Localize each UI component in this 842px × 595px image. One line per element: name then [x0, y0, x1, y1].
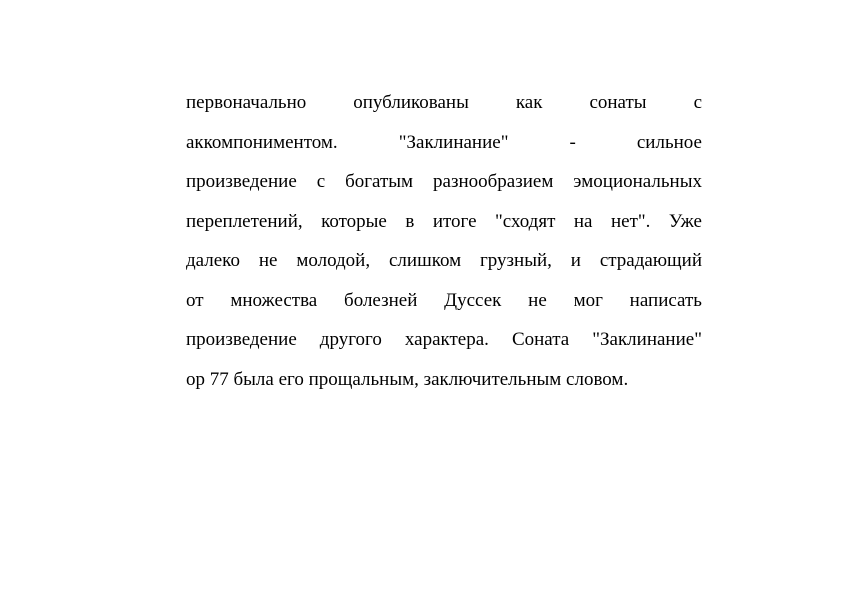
word: Дуссек: [444, 289, 502, 311]
body-paragraph: [186, 83, 702, 399]
word: с: [316, 171, 326, 192]
word: грузный,: [480, 250, 552, 271]
word: и: [570, 250, 581, 271]
text-line: [186, 241, 702, 281]
word: молодой,: [296, 250, 371, 271]
word: не: [528, 289, 547, 311]
word: слишком: [388, 250, 462, 271]
word: эмоциональных: [573, 171, 702, 192]
word: написать: [629, 289, 702, 311]
word: сонаты: [589, 92, 647, 113]
word: Соната: [511, 329, 570, 350]
word: которые: [321, 210, 387, 232]
word: "Заклинание": [592, 329, 702, 350]
word: другого: [319, 329, 382, 350]
word: далеко: [186, 250, 240, 271]
text-line: [186, 162, 702, 202]
word: на: [573, 210, 593, 232]
word: -: [569, 131, 576, 153]
word: итоге: [432, 210, 477, 232]
word: не: [258, 250, 278, 271]
word: страдающий: [599, 250, 702, 271]
word: произведение: [186, 171, 297, 192]
word: как: [515, 92, 543, 113]
word: нет".: [610, 210, 651, 232]
word: переплетений,: [186, 210, 303, 232]
word: "Заклинание": [398, 131, 509, 153]
word: сильное: [636, 131, 702, 153]
word: аккомпониментом.: [186, 131, 338, 153]
word: характера.: [404, 329, 489, 350]
word: с: [693, 92, 702, 113]
text-line: [186, 202, 702, 242]
text-line: [186, 83, 702, 123]
word: Уже: [668, 210, 702, 232]
word: болезней: [344, 289, 418, 311]
text-line: [186, 320, 702, 360]
word: в: [405, 210, 415, 232]
word: мог: [573, 289, 603, 311]
word: "сходят: [495, 210, 556, 232]
text-line: ор 77 была его прощальным, заключительным словом.: [186, 368, 629, 390]
word: опубликованы: [353, 92, 469, 113]
word: первоначально: [186, 92, 307, 113]
word: разнообразием: [433, 171, 554, 192]
text-line: [186, 123, 702, 163]
word: произведение: [186, 329, 297, 350]
text-line: [186, 281, 702, 321]
word: богатым: [345, 171, 414, 192]
word: множества: [230, 289, 318, 311]
word: от: [186, 289, 204, 311]
